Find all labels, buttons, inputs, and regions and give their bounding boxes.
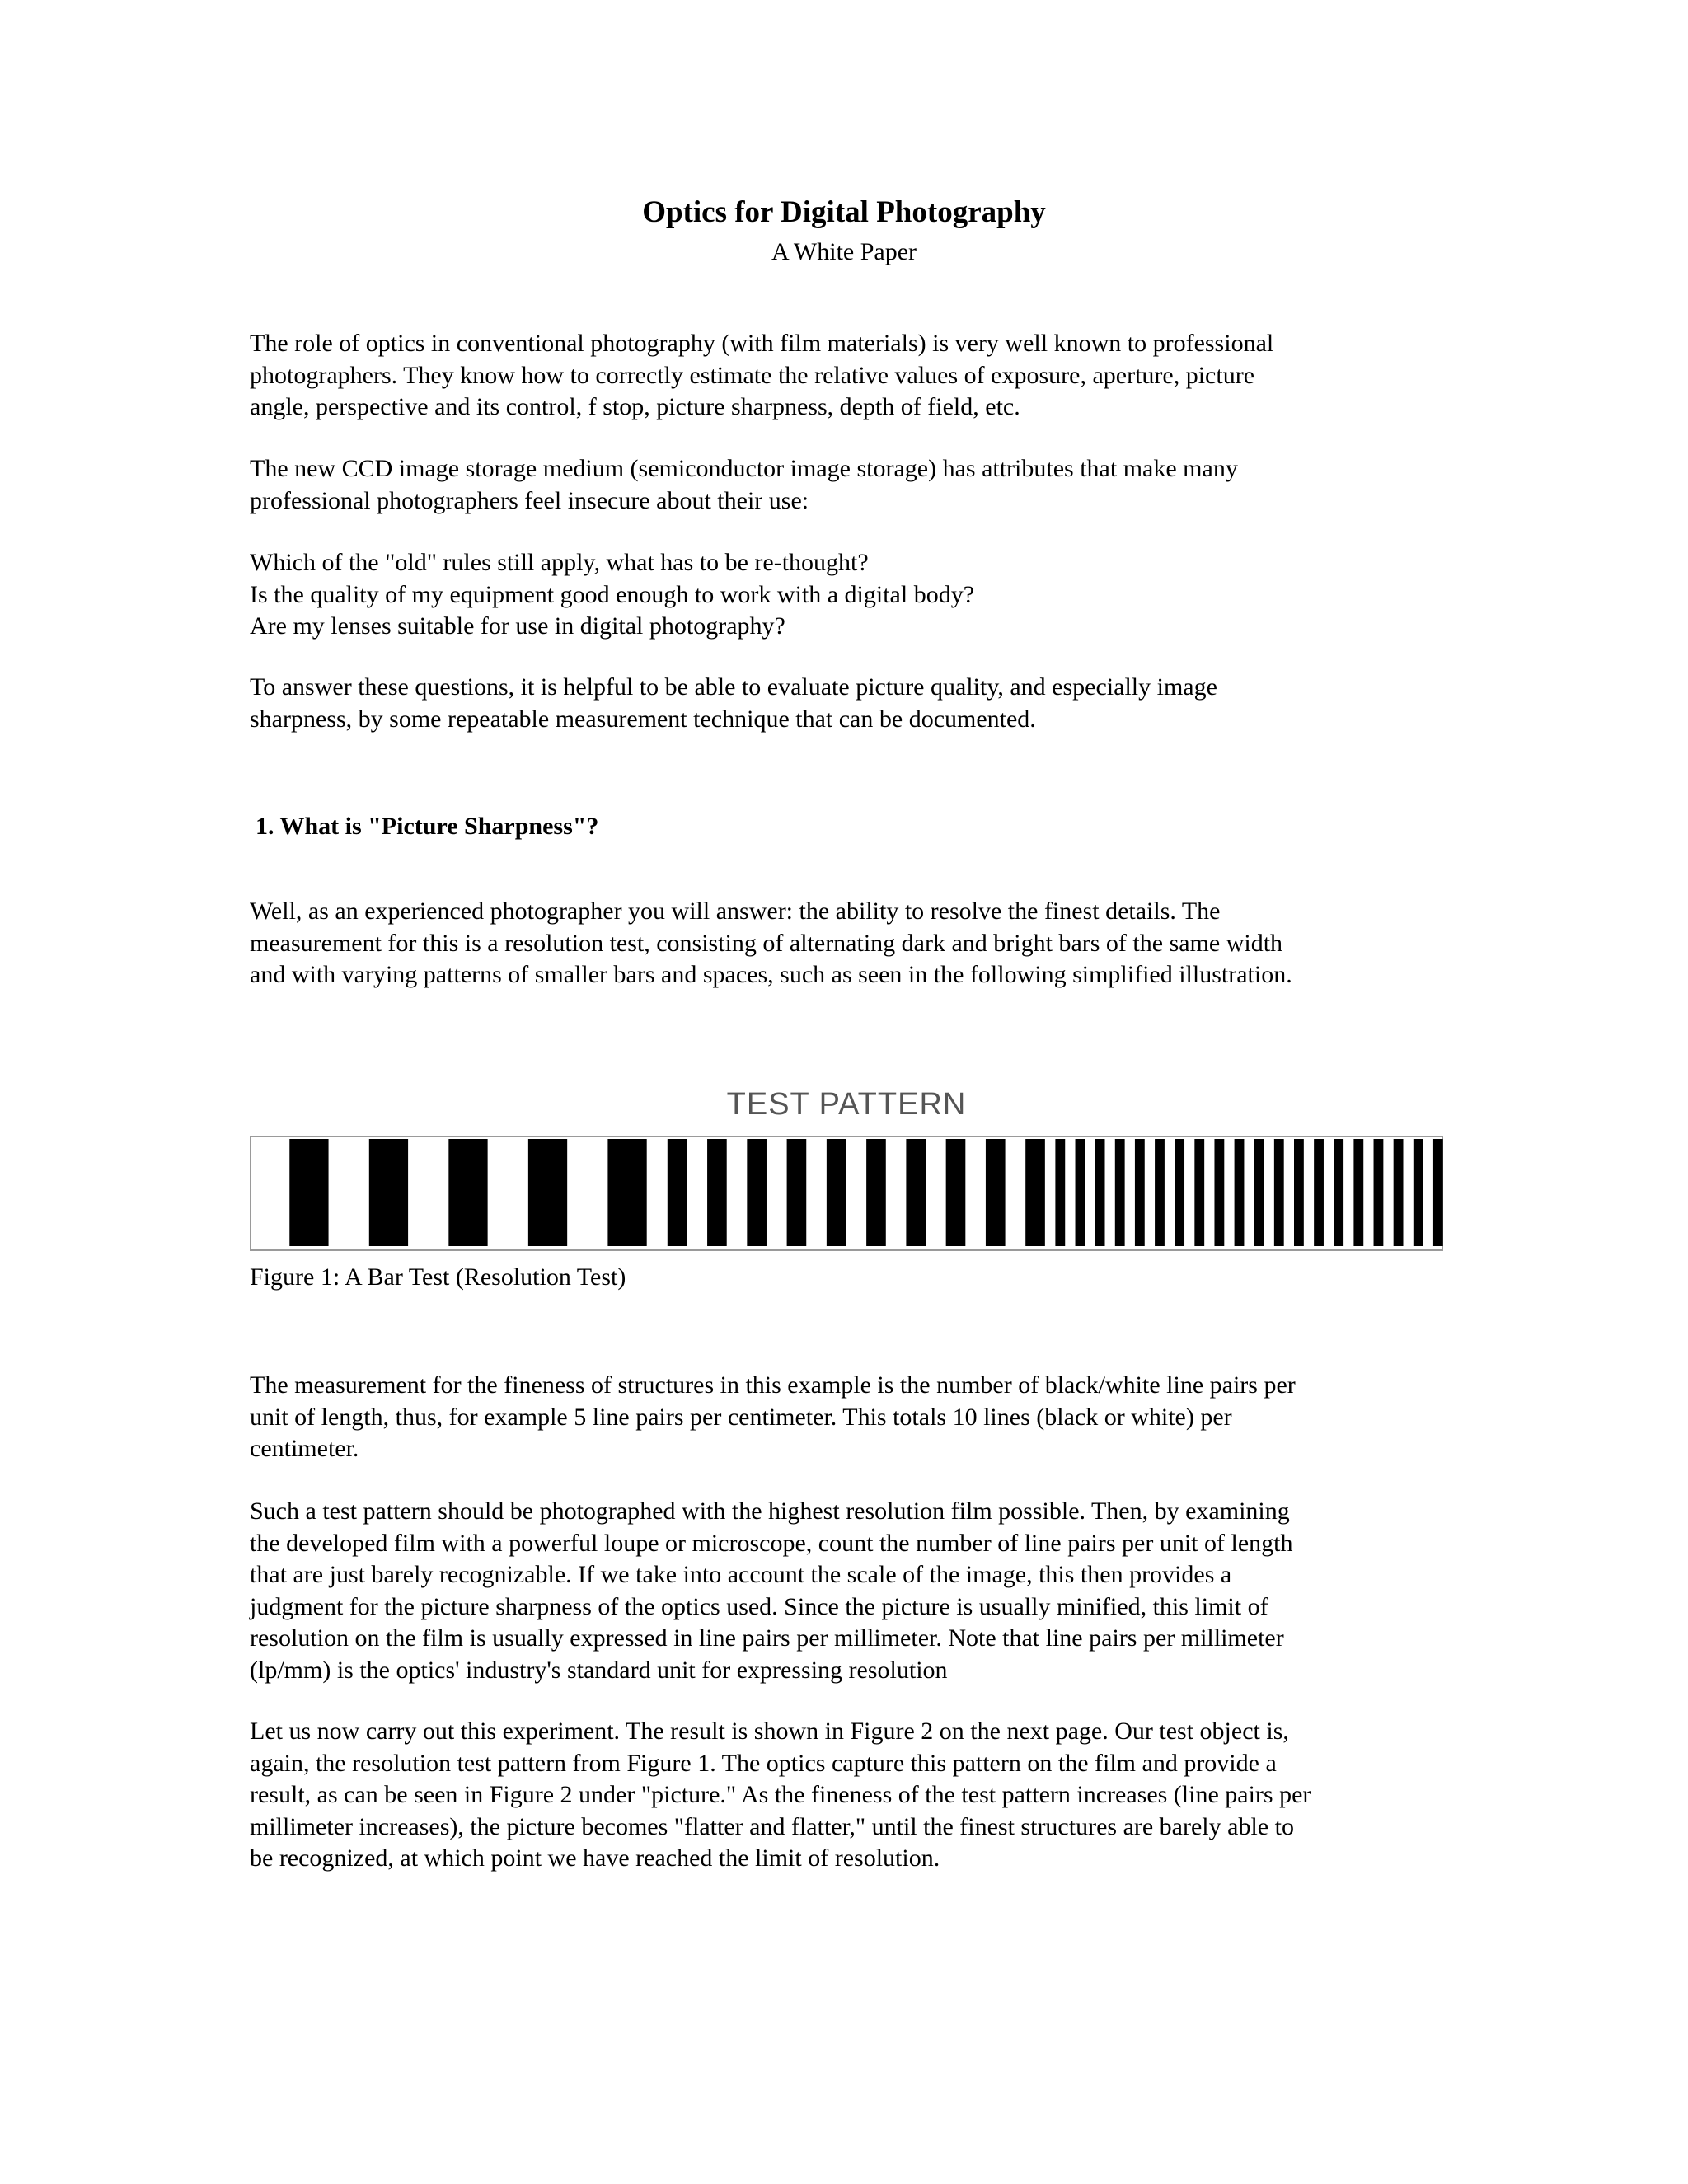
- pattern-bar-g3-14: [1314, 1139, 1324, 1246]
- pattern-bar-g3-16: [1353, 1139, 1363, 1246]
- pattern-bar-g3-13: [1294, 1139, 1304, 1246]
- figure-test-pattern: [250, 1086, 1443, 1251]
- section-paragraph-1: Well, as an experienced photographer you will answer: the ability to resolve the finest details. The measurement for this is a resolution test, consisting of alternating dark and bright bars of the same width and with varying patterns of smaller bars and spaces, such as seen in the following simplified illustration.: [250, 898, 1292, 988]
- test-pattern-label: TEST PATTERN: [726, 1087, 967, 1122]
- intro-paragraph-1: The role of optics in conventional photography (with film materials) is very well known to professional photographers. They know how to correctly estimate the relative values of exposure, aperture, picture angle, perspective and its control, f stop, picture sharpness, depth of field, etc.: [250, 330, 1274, 420]
- pattern-bar-g3-9: [1214, 1139, 1224, 1246]
- section-paragraph-3: Such a test pattern should be photographed with the highest resolution film possible. Then, by examining the developed film with a powerful loupe or microscope, count the number of line pairs per unit of length that are just barely recognizable. If we take into account the scale of the image, this then provides a judgment for the picture sharpness of the optics used. Since the picture is usually minified, this limit of resolution on the film is usually expressed in line pairs per millimeter. Note that line pairs per millimeter (lp/mm) is the optics' industry's standard unit for expressing resolution: [250, 1497, 1293, 1684]
- pattern-bar-g3-8: [1194, 1139, 1204, 1246]
- intro-paragraph-4: To answer these questions, it is helpful to be able to evaluate picture quality, and especially image sharpness, by some repeatable measurement technique that can be documented.: [250, 673, 1217, 733]
- figure-caption: Figure 1: A Bar Test (Resolution Test): [250, 1263, 626, 1291]
- pattern-bar-g1-5: [607, 1139, 646, 1246]
- pattern-bar-g3-2: [1076, 1139, 1085, 1246]
- test-pattern-bars: [250, 1136, 1443, 1251]
- pattern-bar-g1-1: [289, 1139, 328, 1246]
- document-title: Optics for Digital Photography: [642, 195, 1046, 229]
- pattern-bar-g3-18: [1394, 1139, 1404, 1246]
- pattern-bar-g3-20: [1433, 1139, 1443, 1246]
- pattern-bar-g2-4: [787, 1139, 807, 1246]
- pattern-bar-g2-10: [1025, 1139, 1045, 1246]
- pattern-bar-g3-7: [1175, 1139, 1184, 1246]
- pattern-bar-g3-6: [1155, 1139, 1165, 1246]
- section-heading: 1. What is "Picture Sharpness"?: [256, 813, 599, 840]
- pattern-bar-g2-8: [946, 1139, 966, 1246]
- intro-paragraph-2: The new CCD image storage medium (semiconductor image storage) has attributes that make many professional photographers feel insecure about their use:: [250, 455, 1238, 514]
- pattern-bar-g3-19: [1414, 1139, 1423, 1246]
- pattern-bar-g2-9: [986, 1139, 1006, 1246]
- pattern-bar-g2-7: [906, 1139, 926, 1246]
- pattern-bar-g2-5: [827, 1139, 846, 1246]
- pattern-bar-g3-15: [1334, 1139, 1343, 1246]
- pattern-bar-g3-12: [1274, 1139, 1284, 1246]
- document-subtitle: A White Paper: [771, 238, 917, 265]
- pattern-bar-g2-3: [747, 1139, 767, 1246]
- pattern-bar-g2-1: [668, 1139, 687, 1246]
- pattern-bar-g1-3: [448, 1139, 487, 1246]
- pattern-bar-g3-1: [1055, 1139, 1065, 1246]
- intro-questions: Which of the "old" rules still apply, what has to be re-thought? Is the quality of my equipment good enough to work with a digital body? Are my lenses suitable for use in digital photography?: [250, 549, 975, 640]
- pattern-bar-g1-2: [369, 1139, 408, 1246]
- pattern-bar-g3-3: [1095, 1139, 1105, 1246]
- pattern-bar-g3-4: [1115, 1139, 1125, 1246]
- pattern-bar-g3-11: [1254, 1139, 1264, 1246]
- pattern-bar-g3-10: [1235, 1139, 1245, 1246]
- pattern-bar-g3-17: [1374, 1139, 1384, 1246]
- section-paragraph-4: Let us now carry out this experiment. The result is shown in Figure 2 on the next page. Our test object is, again, the resolution test pattern from Figure 1. The optics capture this pattern on the film and provide a result, as can be seen in Figure 2 under "picture." As the fineness of the test pattern increases (line pairs per millimeter increases), the picture becomes "flatter and flatter," until the finest structures are barely able to be recognized, at which point we have reached the limit of resolution.: [250, 1718, 1311, 1872]
- pattern-bar-g3-5: [1135, 1139, 1145, 1246]
- section-paragraph-2: The measurement for the fineness of structures in this example is the number of black/white line pairs per unit of length, thus, for example 5 line pairs per centimeter. This totals 10 lines (black or white) per centimeter.: [250, 1371, 1296, 1462]
- pattern-bar-g2-2: [707, 1139, 727, 1246]
- pattern-bar-g1-4: [528, 1139, 567, 1246]
- pattern-bar-g2-6: [866, 1139, 886, 1246]
